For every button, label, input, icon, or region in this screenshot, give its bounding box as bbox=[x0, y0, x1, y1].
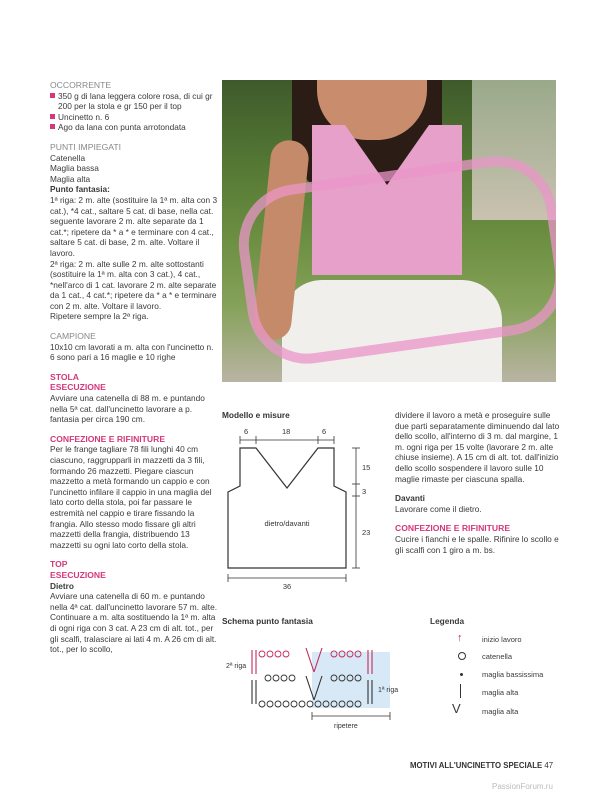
confezione-text: Per le frange tagliare 78 fili lunghi 40 cm ciascuno, raggrupparli in mazzetti da 3 fili, formando 26 mazzetti. Piegare ciascun mazzetto a metà formando un cappio e con l'uncinetto infilare il cappio in una maglia del lato corto della stola, poi far passare le estremità nel cappio e tirare fissando la frangia. Allo stesso modo fissare gli altri mazzetti della frangia, distribuendo 13 mazzetti su ogni lato corto della stola. bbox=[50, 444, 212, 550]
occorrente-item: Ago da lana con punta arrotondata bbox=[50, 122, 218, 133]
double-crochet-icon bbox=[460, 684, 461, 698]
repeat-area bbox=[312, 652, 390, 708]
occorrente-heading: OCCORRENTE bbox=[50, 80, 112, 90]
esecuzione-heading-2: ESECUZIONE bbox=[50, 569, 106, 580]
legend-item: catenella bbox=[430, 652, 570, 670]
stitch-chart bbox=[222, 630, 422, 740]
punti-heading: PUNTI IMPIEGATI bbox=[50, 141, 121, 152]
confezione-text-2: Cucire i fianchi e le spalle. Rifinire lo scollo e gli scalfi con 1 giro a m. bs. bbox=[395, 533, 559, 555]
legend bbox=[430, 616, 570, 724]
magazine-title: MOTIVI ALL'UNCINETTO SPECIALE bbox=[410, 761, 543, 770]
right-column bbox=[395, 410, 560, 555]
punto-item: Catenella bbox=[50, 152, 86, 163]
v-stitch-icon: V bbox=[452, 701, 461, 716]
legend-item: ↑ inizio lavoro bbox=[457, 632, 522, 644]
campione-heading: CAMPIONE bbox=[50, 331, 96, 342]
dietro-heading: Dietro bbox=[50, 580, 74, 591]
model-photo bbox=[222, 80, 556, 382]
dim-top-left: 6 bbox=[244, 427, 249, 436]
confezione-heading-2: CONFEZIONE E RIFINITURE bbox=[395, 523, 511, 534]
stola-text: Avviare una catenella di 88 m. e puntando nella 5ª cat. dall'uncinetto lavorare a p. fantasia per circa 190 cm. bbox=[50, 393, 205, 425]
dim-top-mid: 18 bbox=[282, 427, 291, 436]
legend-item: maglia bassissima bbox=[430, 670, 570, 688]
garment-schematic bbox=[222, 420, 392, 590]
page-footer bbox=[410, 761, 553, 770]
fantasia-heading: Punto fantasia: bbox=[50, 184, 110, 195]
ripetere-label: ripetere bbox=[334, 723, 358, 730]
dim-right-2: 3 bbox=[362, 487, 367, 496]
fantasia-repeat: Ripetere sempre la 2ª riga. bbox=[50, 311, 149, 322]
stola-heading: STOLA bbox=[50, 371, 79, 382]
fantasia-row-1: 1ª riga: 2 m. alte (sostituire la 1ª m. alta con 3 cat.), *4 cat., saltare 5 cat. di base, nella cat. seguente lavorare 2 m. alte separate da 1 cat.*; ripetere da * a * e terminare con 4 cat., saltare 5 cat. di base, 2 m. alte. Voltare il lavoro. bbox=[50, 194, 218, 258]
top-heading: TOP bbox=[50, 559, 68, 570]
watermark: PassionForum.ru bbox=[492, 782, 553, 791]
davanti-text: Lavorare come il dietro. bbox=[395, 503, 482, 514]
start-arrow-icon: ↑ bbox=[457, 632, 463, 644]
dim-right-1: 15 bbox=[362, 463, 371, 472]
fantasia-row-2: 2ª riga: 2 m. alte sulle 2 m. alte sottostanti (sostituire la 1ª m. alta con 3 cat.), 4 cat., *nell'arco di 1 cat. lavorare 2 m. alte separate da 1 cat., 4 cat.*; ripetere da * a * e terminare con 2 m. alte. Voltare il lavoro. bbox=[50, 258, 217, 311]
occorrente-item: Uncinetto n. 6 bbox=[50, 112, 218, 123]
riga2-label: 2ª riga bbox=[226, 663, 247, 670]
schema-heading: Schema punto fantasia bbox=[222, 616, 313, 626]
dim-top-right: 6 bbox=[322, 427, 327, 436]
legend-title: Legenda bbox=[430, 616, 465, 626]
dim-right-3: 23 bbox=[362, 528, 371, 537]
punto-item: Maglia alta bbox=[50, 173, 91, 184]
confezione-heading: CONFEZIONE E RIFINITURE bbox=[50, 433, 166, 444]
chain-icon bbox=[458, 652, 466, 660]
punto-item: Maglia bassa bbox=[50, 163, 99, 174]
modello-heading: Modello e misure bbox=[222, 410, 290, 420]
left-column bbox=[50, 80, 218, 655]
campione-text: 10x10 cm lavorati a m. alta con l'uncinetto n. 6 sono pari a 16 maglie e 10 righe bbox=[50, 341, 214, 363]
piece-outline bbox=[228, 448, 346, 568]
dietro-text: Avviare una catenella di 60 m. e puntando nella 4ª cat. dall'uncinetto lavorare 57 m. alte. Continuare a m. alta sostituendo la 1ª m. alta di ogni riga con 3 cat. A 23 cm di alt. tot., per gli scalfi, tralasciare ai lati 4 m. A 26 cm di alt. tot., per lo scollo, bbox=[50, 591, 217, 655]
occorrente-item: 350 g di lana leggera colore rosa, di cui gr 200 per la stola e gr 150 per il top bbox=[50, 91, 218, 112]
continuation-text: dividere il lavoro a metà e proseguire sulle due parti separatamente diminuendo dal lato dello scollo, all'interno di 3 m. dal margine, 1 m. ogni riga per 15 volte (lavorare 2 m. alte chiuse insieme). A 15 cm di alt. tot. dall'inizio dello scollo sospendere il lavoro sulle 10 maglie rimaste per ciascuna spalla. bbox=[395, 410, 560, 484]
slip-stitch-icon bbox=[460, 673, 463, 676]
riga1-label: 1ª riga bbox=[378, 687, 399, 694]
legend-item: V maglia alta bbox=[452, 701, 519, 716]
esecuzione-heading: ESECUZIONE bbox=[50, 382, 106, 393]
davanti-heading: Davanti bbox=[395, 493, 425, 504]
dim-bottom: 36 bbox=[282, 582, 292, 590]
piece-label: dietro/davanti bbox=[264, 519, 310, 528]
legend-item: maglia alta bbox=[430, 688, 570, 706]
page-number: 47 bbox=[544, 761, 554, 770]
